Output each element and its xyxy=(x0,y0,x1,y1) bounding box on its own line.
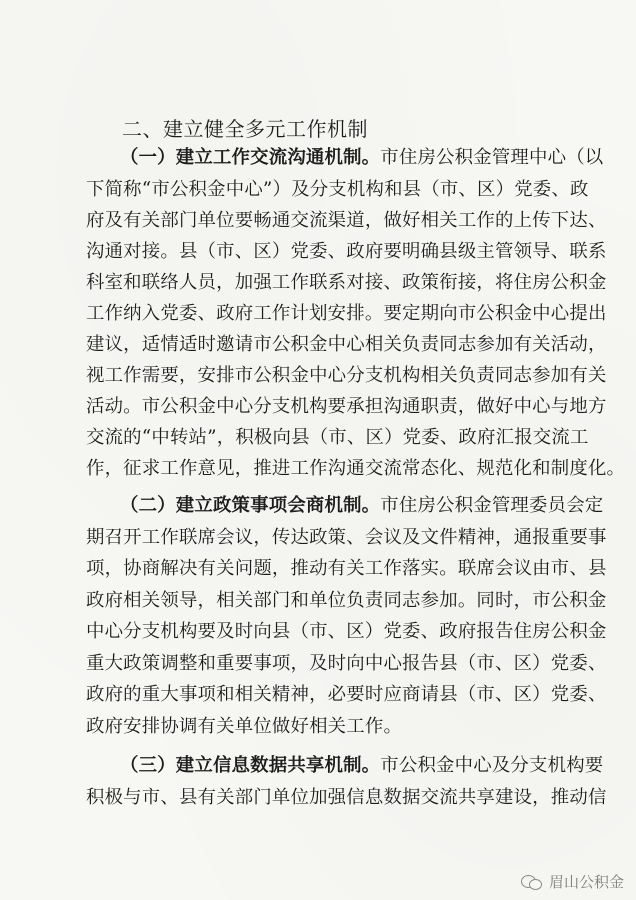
paragraph-2-line: 重大政策调整和重要事项，及时向中心报告县（市、区）党委、 xyxy=(86,653,607,674)
watermark xyxy=(521,871,624,892)
paragraph-3-line: 市公积金中心及分支机构要 xyxy=(380,755,604,776)
paragraph-1-first-line xyxy=(120,146,604,170)
paragraph-1-title: （一）建立工作交流沟通机制。 xyxy=(120,147,381,168)
paragraph-3-first-line xyxy=(120,754,604,778)
paragraph-1-line: 活动。市公积金中心分支机构要承担沟通职责，做好中心与地方 xyxy=(86,396,607,417)
paragraph-2-line: 政府安排协调有关单位做好相关工作。 xyxy=(86,716,403,737)
paragraph-1-line: 交流的“中转站”，积极向县（市、区）党委、政府汇报交流工 xyxy=(86,427,589,448)
paragraph-3-title: （三）建立信息数据共享机制。 xyxy=(120,755,381,776)
paragraph-1-line: 下简称“市公积金中心”）及分支机构和县（市、区）党委、政 xyxy=(86,179,589,200)
paragraph-1-line: 作，征求工作意见，推进工作沟通交流常态化、规范化和制度化。 xyxy=(86,458,626,479)
paragraph-1-line: 市住房公积金管理中心（以 xyxy=(380,147,604,168)
paragraph-3-line: 积极与市、县有关部门单位加强信息数据交流共享建设，推动信 xyxy=(86,787,607,808)
watermark-text: 眉山公积金 xyxy=(548,873,624,891)
paragraph-2-line: 期召开工作联席会议，传达政策、会议及文件精神，通报重要事 xyxy=(86,527,607,548)
paragraph-2-line: 项，协商解决有关问题，推动有关工作落实。联席会议由市、县 xyxy=(86,558,607,579)
paragraph-2-line: 市住房公积金管理委员会定 xyxy=(380,495,604,516)
paragraph-2-line: 政府的重大事项和相关精神，必要时应商请县（市、区）党委、 xyxy=(86,684,607,705)
paragraph-2-title: （二）建立政策事项会商机制。 xyxy=(120,495,381,516)
paragraph-1-line: 沟通对接。县（市、区）党委、政府要明确县级主管领导、联系 xyxy=(86,241,607,262)
paragraph-1-line: 视工作需要，安排市公积金中心分支机构相关负责同志参加有关 xyxy=(86,365,607,386)
paragraph-2-line: 中心分支机构要及时向县（市、区）党委、政府报告住房公积金 xyxy=(86,621,607,642)
paragraph-1-line: 工作纳入党委、政府工作计划安排。要定期向市公积金中心提出 xyxy=(86,303,607,324)
paragraph-2-first-line xyxy=(120,494,604,518)
paragraph-2-line: 政府相关领导，相关部门和单位负责同志参加。同时，市公积金 xyxy=(86,590,607,611)
paragraph-1-line: 府及有关部门单位要畅通交流渠道，做好相关工作的上传下达、 xyxy=(86,210,607,231)
paragraph-1-line: 科室和联络人员，加强工作联系对接、政策衔接，将住房公积金 xyxy=(86,272,607,293)
section-heading: 二、建立健全多元工作机制 xyxy=(122,117,368,141)
wechat-icon xyxy=(521,873,543,891)
paragraph-1-line: 建议，适情适时邀请市公积金中心相关负责同志参加有关活动， xyxy=(86,334,607,355)
